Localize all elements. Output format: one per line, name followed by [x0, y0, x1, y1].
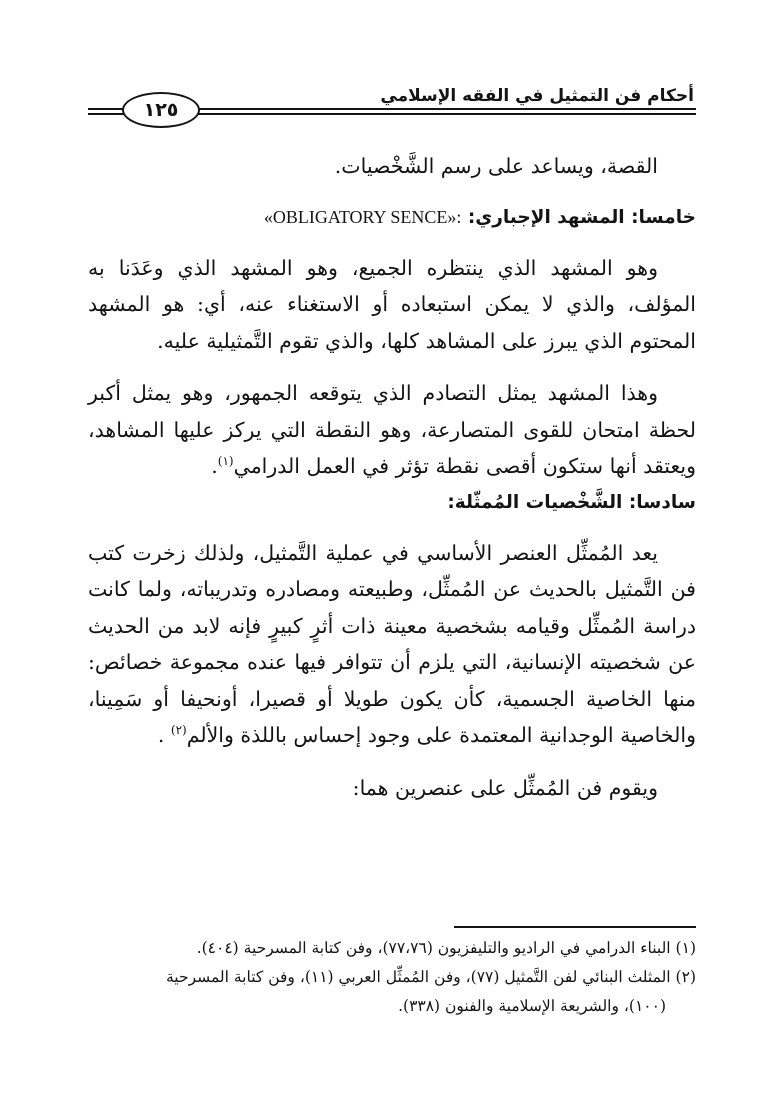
- paragraph: [88, 375, 696, 485]
- section-heading-6: سادسا: الشَّخْصيات المُمثّلة:: [447, 491, 696, 513]
- paragraph-text: يعد المُمثِّل العنصر الأساسي في عملية التَّمثيل، ولذلك زخرت كتب فن التَّمثيل بالحديث عن المُمثِّل، وطبيعته ومصادره وتدريباته، ولما كانت دراسة المُمثِّل وقيامه بشخصية معينة ذات أثرٍ كبيرٍ فإنه لابد من الحديث عن شخصيته الإنسانية، التي يلزم أن تتوافر فيها عنده مجموعة خصائص: منها الخاصية الجسمية، كأن يكون طويلا أو قصيرا، أونحيفا أو سَمِينا، والخاصية الوجدانية المعتمدة على وجود إحساس باللذة والألم: [88, 540, 696, 747]
- footnote-ref: (٢): [170, 723, 187, 738]
- footnotes: [88, 934, 696, 1021]
- heading-latin-term: «OBLIGATORY SENCE»:: [263, 206, 462, 227]
- footnote-number: (١): [675, 939, 696, 957]
- paragraph-text: وهذا المشهد يمثل التصادم الذي يتوقعه الجمهور، وهو يمثل أكبر لحظة امتحان للقوى المتصارعة، وهو النقطة التي يركز عليها المشاهد، ويعتقد أنها ستكون أقصى نقطة تؤثر في العمل الدرامي: [88, 381, 696, 478]
- paragraph: [88, 535, 696, 754]
- heading-label: خامسا: المشهد الإجباري:: [467, 206, 696, 228]
- header-rule-left-top: [88, 108, 124, 110]
- paragraph: وهو المشهد الذي ينتظره الجميع، وهو المشهد الذي وعَدَنا به المؤلف، والذي لا يمكن استبعاده أو الاستغناء عنه، أي: هو المشهد المحتوم الذي يبرز على المشاهد كلها، والذي تقوم التَّمثيلية عليه.: [88, 255, 696, 353]
- footnote-item: [88, 934, 696, 963]
- header-rule-right-bottom: [198, 113, 696, 115]
- footnote-text: البناء الدرامي في الراديو والتليفزيون (٧٧،٧٦)، وفن كتابة المسرحية (٤٠٤).: [196, 939, 671, 957]
- paragraph: القصة، ويساعد على رسم الشَّخْصيات.: [334, 154, 658, 178]
- paragraph-end: .: [211, 454, 218, 478]
- main-text: [88, 148, 696, 806]
- running-title: أحكام فن التمثيل في الفقه الإسلامي: [380, 86, 694, 106]
- footnote-ref: (١): [217, 454, 234, 469]
- footnote-continuation: (١٠٠)، والشريعة الإسلامية والفنون (٣٣٨).: [398, 997, 666, 1015]
- page-number: ١٢٥: [122, 92, 200, 128]
- page-header: [88, 82, 696, 132]
- footnote-text: المثلث البنائي لفن التَّمثيل (٧٧)، وفن المُمثِّل العربي (١١)، وفن كتابة المسرحية: [166, 968, 671, 986]
- footnote-separator: [454, 926, 696, 928]
- header-rule-right-top: [198, 108, 696, 110]
- paragraph-end: .: [157, 723, 171, 747]
- footnote-item: [88, 963, 696, 992]
- paragraph: ويقوم فن المُمثِّل على عنصرين هما:: [352, 775, 658, 800]
- footnote-number: (٢): [675, 968, 696, 986]
- section-heading-5: [88, 199, 696, 236]
- header-rule-left-bottom: [88, 113, 124, 115]
